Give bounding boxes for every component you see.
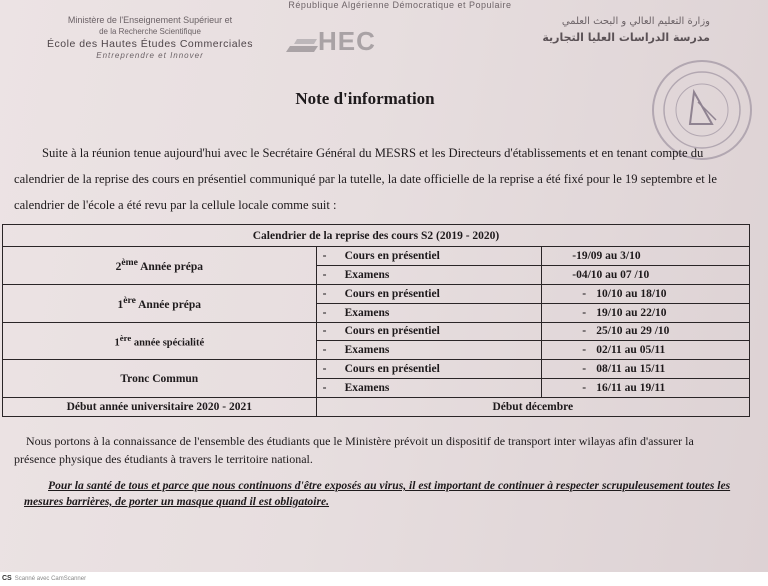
ministry-line-ar: وزارة التعليم العالي و البحث العلمي [561, 16, 710, 27]
calendar-table [2, 224, 750, 417]
session-type-cell: - Cours en présentiel [316, 247, 542, 266]
republic-header: République Algérienne Démocratique et Populaire [288, 0, 512, 10]
session-type-cell: - Examens [316, 379, 542, 398]
date-range-cell: - 25/10 au 29 /10 [542, 322, 750, 341]
table-footer-row [3, 398, 750, 417]
date-range-cell: - 08/11 au 15/11 [542, 360, 750, 379]
table-row [3, 284, 750, 303]
school-name-ar: مدرسة الدراسات العليا التجارية [542, 31, 710, 44]
academic-year-start: Début décembre [316, 398, 749, 417]
hec-logo [284, 26, 424, 56]
date-range-cell: - 19/10 au 22/10 [542, 303, 750, 322]
scanner-footer [0, 572, 768, 586]
page-title: Note d'information [295, 89, 435, 108]
date-range-cell: - 16/11 au 19/11 [542, 379, 750, 398]
level-cell: Tronc Commun [3, 360, 317, 398]
intro-paragraph: Suite à la réunion tenue aujourd'hui avec le Secrétaire Général du MESRS et les Directeurs d'établissements et en tenant compte du calendrier de la reprise des cours en présentiel communiqué par la tutelle, la date officielle de la reprise a été fixé pour le 19 septembre et le calendrier de l'école a été revu par la cellule locale comme suit : [14, 146, 717, 212]
table-row [3, 247, 750, 266]
session-type-cell: - Cours en présentiel [316, 360, 542, 379]
ministry-header-fr [30, 14, 270, 62]
table-row [3, 360, 750, 379]
date-range-cell: - 10/10 au 18/10 [542, 284, 750, 303]
camscanner-icon: CS [2, 575, 12, 582]
level-cell: 2ème Année prépa [3, 247, 317, 285]
logo-text: HEC [318, 25, 376, 56]
session-type-cell: - Cours en présentiel [316, 322, 542, 341]
scanner-text: Scanné avec CamScanner [14, 576, 87, 582]
level-cell: 1ère Année prépa [3, 284, 317, 322]
table-title: Calendrier de la reprise des cours S2 (2019 - 2020) [3, 225, 750, 247]
session-type-cell: - Examens [316, 341, 542, 360]
session-type-cell: - Cours en présentiel [316, 284, 542, 303]
ministry-line-2: de la Recherche Scientifique [99, 27, 201, 36]
logo-mark-icon [284, 28, 318, 54]
transport-paragraph: Nous portons à la connaissance de l'ensemble des étudiants que le Ministère prévoit un dispositif de transport inter wilayas afin d'assurer la présence physique des étudiants à travers le territoire national. [14, 434, 694, 466]
ministry-header-ar [470, 14, 710, 46]
table-row [3, 322, 750, 341]
date-range-cell: -04/10 au 07 /10 [542, 265, 750, 284]
date-range-cell: -19/09 au 3/10 [542, 247, 750, 266]
session-type-cell: - Examens [316, 265, 542, 284]
date-range-cell: - 02/11 au 05/11 [542, 341, 750, 360]
level-cell: 1ère année spécialité [3, 322, 317, 360]
school-name-fr: École des Hautes Études Commerciales [47, 38, 253, 50]
academic-year-label: Début année universitaire 2020 - 2021 [3, 398, 317, 417]
session-type-cell: - Examens [316, 303, 542, 322]
school-motto: Entreprendre et Innover [96, 51, 204, 60]
health-notice: Pour la santé de tous et parce que nous continuons d'être exposés au virus, il est important de continuer à respecter scrupuleusement toutes les mesures barrières, de porter un masque quand il est obligatoire. [24, 479, 731, 508]
ministry-line-1: Ministère de l'Enseignement Supérieur et [67, 15, 233, 25]
